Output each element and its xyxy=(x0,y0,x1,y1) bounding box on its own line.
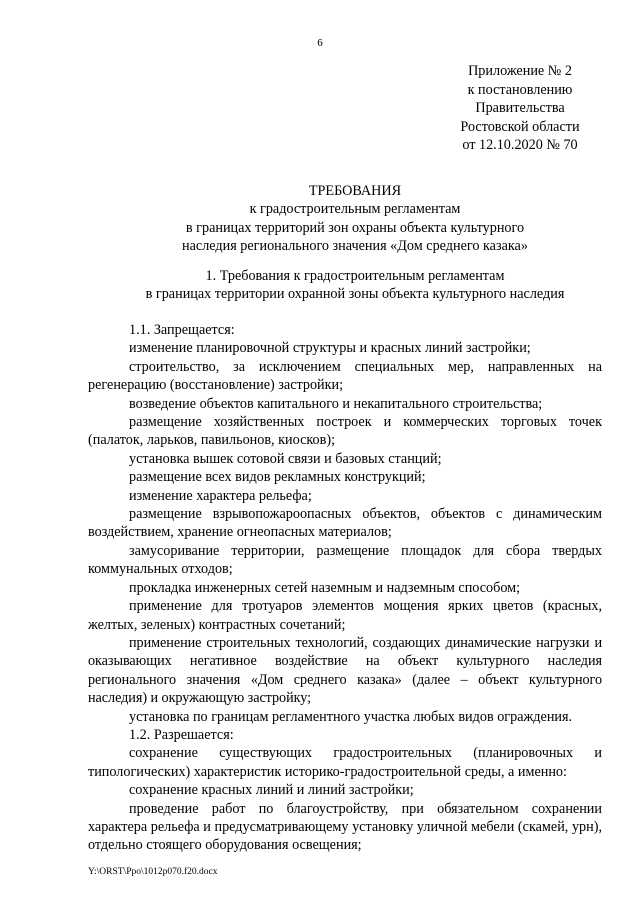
appendix-line: Ростовской области xyxy=(460,118,580,135)
appendix-line: Приложение № 2 xyxy=(468,63,572,79)
appendix-reference xyxy=(430,62,610,155)
list-item: установка вышек сотовой связи и базовых станций; xyxy=(129,450,442,467)
section-heading-line: в границах территории охранной зоны объекта культурного наследия xyxy=(145,286,565,303)
list-item: применение строительных технологий, создающих динамические нагрузки и оказывающих негативное воздействие на объект культурного наследия регионального значения «Дом среднего казака» (далее – объект культурного наследия) и окружающую застройку; xyxy=(88,634,602,707)
title-line: к градостроительным регламентам xyxy=(249,201,461,218)
appendix-line: Правительства xyxy=(475,100,565,117)
list-item: размещение взрывопожароопасных объектов, объектов с динамическим воздействием, хранение огнеопасных материалов; xyxy=(88,506,602,541)
list-item: сохранение существующих градостроительных (планировочных и типологических) характеристик историко-градостроительной среды, а именно: xyxy=(88,745,602,780)
list-item: замусоривание территории, размещение площадок для сбора твердых коммунальных отходов; xyxy=(88,542,602,578)
title-line: наследия регионального значения «Дом среднего казака» xyxy=(182,238,528,255)
page-number: 6 xyxy=(317,37,323,49)
clause-heading: 1.1. Запрещается: xyxy=(129,322,235,338)
list-item: возведение объектов капитального и некапитального строительства; xyxy=(129,395,543,412)
list-item: строительство, за исключением специальных мер, направленных на регенерацию (восстановление) застройки; xyxy=(88,358,602,394)
section-heading-line: 1. Требования к градостроительным регламентам xyxy=(205,268,505,284)
list-item: размещение всех видов рекламных конструкций; xyxy=(129,469,426,486)
footer-file-path: Y:\ORST\Ppo\1012p070.f20.docx xyxy=(88,867,218,877)
appendix-line: от 12.10.2020 № 70 xyxy=(462,137,578,154)
list-item: сохранение красных линий и линий застройки; xyxy=(129,782,414,799)
list-item: изменение характера рельефа; xyxy=(129,487,312,504)
list-item: проведение работ по благоустройству, при обязательном сохранении характера рельефа и предусматривающему установку уличной мебели (скамей, урн), отдельно стоящего оборудования освещения; xyxy=(88,800,602,854)
clause-heading: 1.2. Разрешается: xyxy=(129,726,234,743)
document-body xyxy=(88,321,602,855)
list-item: установка по границам регламентного участка любых видов ограждения. xyxy=(129,708,573,725)
title-line: ТРЕБОВАНИЯ xyxy=(308,183,402,199)
list-item: применение для тротуаров элементов мощения ярких цветов (красных, желтых, зеленых) контрастных сочетаний; xyxy=(88,598,602,633)
list-item: прокладка инженерных сетей наземным и надземным способом; xyxy=(129,579,521,596)
list-item: изменение планировочной структуры и красных линий застройки; xyxy=(129,340,531,357)
title-line: в границах территорий зон охраны объекта культурного xyxy=(185,219,525,236)
section-heading xyxy=(60,267,640,304)
document-title xyxy=(60,182,640,256)
list-item: размещение хозяйственных построек и коммерческих торговых точек (палаток, ларьков, павильонов, киосков); xyxy=(88,414,602,449)
appendix-line: к постановлению xyxy=(467,81,573,98)
